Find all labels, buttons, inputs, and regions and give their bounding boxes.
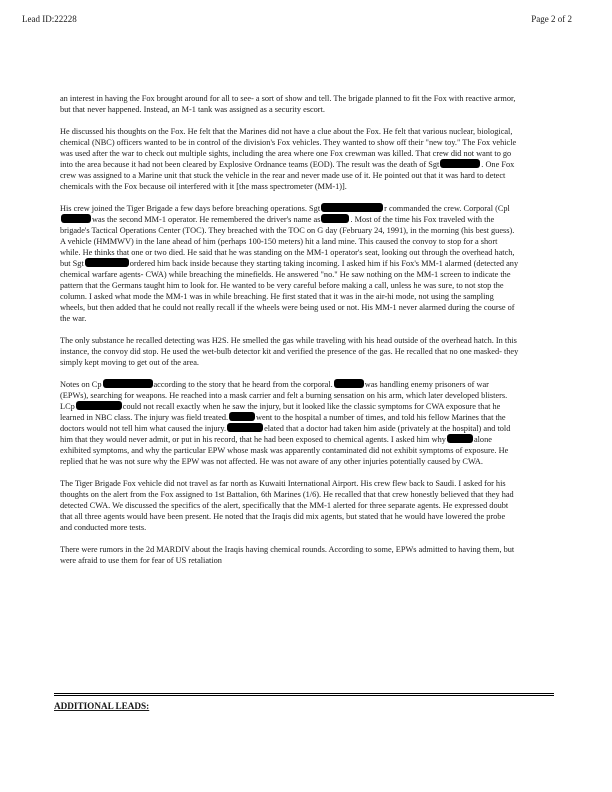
paragraph-text: r commanded the crew. Corporal (Cpl — [384, 204, 510, 213]
section-divider — [54, 693, 554, 694]
section-divider — [54, 695, 554, 696]
paragraph-text: Notes on Cp — [60, 380, 102, 389]
redaction-block — [321, 203, 383, 212]
paragraph-text: The Tiger Brigade Fox vehicle did not travel as far north as Kuwaiti International Airport. His crew flew back to Saudi. I asked for his thoughts on the alert from the Fox assigned to 1st Battalion, 6th Marines (1/6). He recalled that that crew honestly believed that they had detected CWA. We discussed the specifics of the alert, specifically that the MM-1 alerted for three separate agents. He expressed doubt that all three agents would have been present. He noted that the Iraqis did mix agents, but stated that he would have lowered the probe and conducted more tests. — [60, 479, 514, 532]
paragraph-text: . One Fox crew was assigned to a Marine unit that stuck the vehicle in the rear and never made use of it. He pointed out that it was hard to detect chemicals with the Fox because oil interfered with it [the mass spectrometer (MM-1)]. — [60, 160, 515, 191]
page-number: Page 2 of 2 — [531, 14, 572, 24]
paragraph-text: His crew joined the Tiger Brigade a few days before breaching operations. Sgt — [60, 204, 321, 213]
paragraph-airport — [60, 478, 519, 533]
lead-id: Lead ID:22228 — [22, 14, 77, 24]
paragraph-h2s — [60, 335, 519, 368]
paragraph-text: elated that a doctor had taken him aside (privately at the hospital) and told him that they would never admit, or put in his record, that he had been exposed to chemical agents. I asked him why — [60, 424, 511, 444]
redaction-block — [321, 214, 349, 223]
page-header — [22, 14, 572, 28]
paragraph-text: an interest in having the Fox brought around for all to see- a sort of show and tell. The brigade planned to fit the Fox with reactive armor, but that never happened. Instead, an M-1 tank was assigned as a security escort. — [60, 94, 516, 114]
paragraph-text: There were rumors in the 2d MARDIV about the Iraqis having chemical rounds. According to some, EPWs admitted to having them, but were afraid to use them for fear of US retaliation — [60, 545, 515, 565]
paragraph-text: alone exhibited symptoms, and why the particular EPW whose mask was apparently contaminated did not exhibit symptoms of exposure. He replied that he was not sure why the EPW was not affected. He was not aware of any other injuries potentially caused by CWA. — [60, 435, 509, 466]
paragraph-text: could not recall exactly when he saw the injury, but it looked like the classic symptoms for CWA exposure that he learned in NBC class. The injury was field treated. — [60, 402, 501, 422]
paragraph-tiger-brigade — [60, 203, 519, 324]
paragraph-text: according to the story that he heard from the corporal. — [153, 380, 333, 389]
paragraph-text: was handling enemy prisoners of war (EPWs), searching for weapons. He reached into a mask carrier and felt a burning sensation on his arm, which later developed blisters. LCp — [60, 380, 508, 411]
redaction-block — [440, 159, 480, 168]
document-body — [60, 93, 519, 577]
paragraph-notes — [60, 379, 519, 467]
paragraph-text: . Most of the time his Fox traveled with the brigade's Tactical Operations Center (TOC). They breached with the TOC on G day (February 24, 1991), in the morning (his best guess). A vehicle (HMMWV) in the lane ahead of him (perhaps 100-150 meters) hit a land mine. This caused the convoy to stop for a short while. He thinks that one or two died. He said that he was standing on the MM-1 operator's seat, looking out through the overhead hatch, but Sgt — [60, 215, 515, 268]
paragraph-text: ordered him back inside because they starting taking incoming. I asked him if his Fox's MM-1 alarmed (detected any chemical warfare agents- CWA) while breaching the minefields. He answered "no." He saw nothing on the MM-1 screen to indicate the pattern that the Germans taught him to look for. He wanted to be very careful before making a call, unless he was sure, to not stop the column. I asked what mode the MM-1 was in while breaching. He first stated that it was in the air-hi mode, not using the sampling wheels, but then added that he could not really recall if the wheels were being used or not. His MM-1 never alarmed during the course of the war. — [60, 259, 519, 323]
paragraph-rumors — [60, 544, 519, 566]
paragraph-fox-show — [60, 93, 519, 115]
redaction-block — [85, 258, 129, 267]
redaction-block — [334, 379, 364, 388]
paragraph-text: was the second MM-1 operator. He remembered the driver's name as — [92, 215, 321, 224]
paragraph-fox-thoughts — [60, 126, 519, 192]
redaction-block — [103, 379, 153, 388]
additional-leads-heading: ADDITIONAL LEADS: — [54, 701, 150, 711]
redaction-block — [76, 401, 122, 410]
paragraph-text: He discussed his thoughts on the Fox. He felt that the Marines did not have a clue about the Fox. He felt that various nuclear, biological, chemical (NBC) officers wanted to be in control of the division's Fox vehicles. They wanted to show off their "new toy." The Fox vehicle was used after the war to check out multiple sights, including the area where one Fox crewman was killed. That crew did not want to go into the area because it had not been cleared by Explosive Ordnance teams (EOD). The result was the death of Sgt — [60, 127, 517, 169]
redaction-block — [229, 412, 255, 421]
paragraph-text: The only substance he recalled detecting was H2S. He smelled the gas while traveling with his head outside of the overhead hatch. In this instance, the convoy did stop. He used the wet-bulb detector kit and verified the presence of the gas. He recalled that no one masked- they simply kept moving to get out of the area. — [60, 336, 519, 367]
redaction-block — [447, 434, 473, 443]
paragraph-text: went to the hospital a number of times, and told his fellow Marines that the doctors would not tell him what caused the injury. — [60, 413, 506, 433]
redaction-block — [61, 214, 91, 223]
redaction-block — [227, 423, 263, 432]
